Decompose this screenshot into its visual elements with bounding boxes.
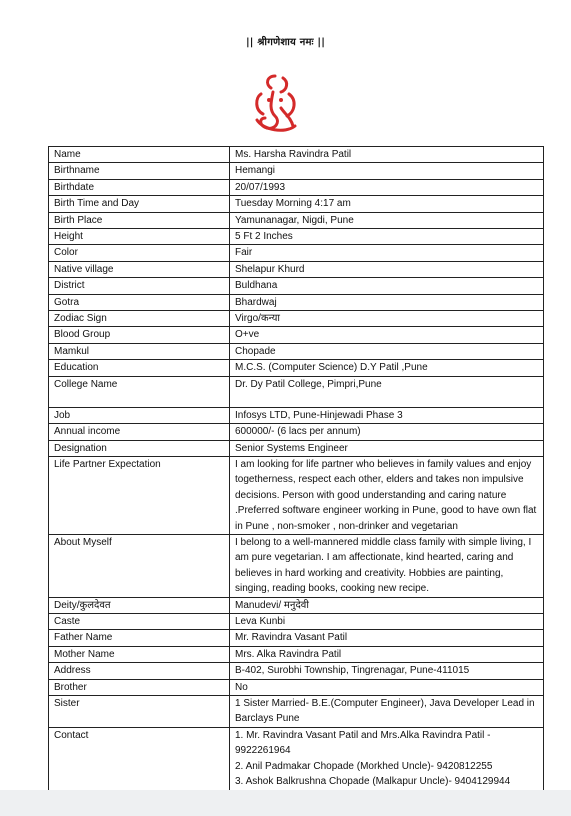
row-label: Native village [49, 261, 230, 277]
table-row [49, 679, 544, 695]
row-value: 5 Ft 2 Inches [230, 229, 544, 245]
table-row [49, 376, 544, 407]
row-value: Hemangi [230, 163, 544, 179]
table-row [49, 456, 544, 534]
row-value: Fair [230, 245, 544, 261]
table-row [49, 343, 544, 359]
row-value: 20/07/1993 [230, 179, 544, 195]
row-value: I belong to a well-mannered middle class family with simple living, I am pure vegetarian. I am affectionate, kind hearted, caring and believes in hard working and creativity. Hobbies are painting, singing, reading books, cooking new recipe. [230, 534, 544, 597]
row-value: Manudevi/ मनुदेवी [230, 597, 544, 613]
row-label: Zodiac Sign [49, 311, 230, 327]
row-label: Contact [49, 727, 230, 805]
row-value: Buldhana [230, 278, 544, 294]
row-value: M.C.S. (Computer Science) D.Y Patil ,Pune [230, 360, 544, 376]
row-label: Name [49, 147, 230, 163]
row-value: Dr. Dy Patil College, Pimpri,Pune [230, 376, 544, 407]
row-label: College Name [49, 376, 230, 407]
row-label: Sister [49, 696, 230, 728]
viewer-background [0, 790, 571, 816]
row-value: Chopade [230, 343, 544, 359]
table-row [49, 613, 544, 629]
row-label: Annual income [49, 424, 230, 440]
table-row [49, 147, 544, 163]
row-label: Height [49, 229, 230, 245]
row-value: Mr. Ravindra Vasant Patil [230, 630, 544, 646]
table-row [49, 311, 544, 327]
header-invocation: || श्रीगणेशाय नमः || [245, 37, 326, 48]
table-row [49, 179, 544, 195]
row-value: No [230, 679, 544, 695]
row-label: Job [49, 407, 230, 423]
row-value: O+ve [230, 327, 544, 343]
table-row [49, 424, 544, 440]
table-row [49, 534, 544, 597]
table-row [49, 294, 544, 310]
row-label: About Myself [49, 534, 230, 597]
row-label: Birthdate [49, 179, 230, 195]
row-label: Education [49, 360, 230, 376]
table-row [49, 261, 544, 277]
table-row [49, 327, 544, 343]
row-label: Color [49, 245, 230, 261]
row-value: 600000/- (6 lacs per annum) [230, 424, 544, 440]
table-row [49, 229, 544, 245]
table-row [49, 696, 544, 728]
ganesha-icon [245, 68, 305, 138]
table-row [49, 278, 544, 294]
row-value: Leva Kunbi [230, 613, 544, 629]
row-value: 1 Sister Married- B.E.(Computer Engineer), Java Developer Lead in Barclays Pune [230, 696, 544, 728]
row-label: District [49, 278, 230, 294]
row-label: Father Name [49, 630, 230, 646]
table-row [49, 646, 544, 662]
biodata-table [48, 146, 544, 806]
row-label: Deity/कुलदेवत [49, 597, 230, 613]
row-label: Birthname [49, 163, 230, 179]
row-label: Caste [49, 613, 230, 629]
row-value: Yamunanagar, Nigdi, Pune [230, 212, 544, 228]
contact-line: 9922261964 [235, 745, 291, 757]
row-value: I am looking for life partner who believes in family values and enjoy togetherness, respect each other, elders and takes non impulsive decisions. Person with good understanding and caring nature .Preferred software engineer working in Pune, good to have own flat in Pune , non-smoker , non-drinker and vegetarian [230, 456, 544, 534]
row-value: Bhardwaj [230, 294, 544, 310]
table-row [49, 163, 544, 179]
row-value: Virgo/कन्या [230, 311, 544, 327]
table-row [49, 245, 544, 261]
table-row [49, 663, 544, 679]
table-row [49, 212, 544, 228]
row-label: Mamkul [49, 343, 230, 359]
table-row [49, 407, 544, 423]
table-row [49, 630, 544, 646]
row-value: Shelapur Khurd [230, 261, 544, 277]
row-value: Senior Systems Engineer [230, 440, 544, 456]
row-label: Gotra [49, 294, 230, 310]
row-label: Mother Name [49, 646, 230, 662]
row-label: Brother [49, 679, 230, 695]
table-row [49, 360, 544, 376]
row-label: Birth Place [49, 212, 230, 228]
row-label: Life Partner Expectation [49, 456, 230, 534]
table-row [49, 440, 544, 456]
row-value: Ms. Harsha Ravindra Patil [230, 147, 544, 163]
row-label: Designation [49, 440, 230, 456]
row-label: Birth Time and Day [49, 196, 230, 212]
row-value: Tuesday Morning 4:17 am [230, 196, 544, 212]
row-label: Blood Group [49, 327, 230, 343]
table-row [49, 196, 544, 212]
table-row [49, 597, 544, 613]
row-value: Infosys LTD, Pune-Hinjewadi Phase 3 [230, 407, 544, 423]
contact-line: 1. Mr. Ravindra Vasant Patil and Mrs.Alka Ravindra Patil - [235, 729, 491, 741]
row-value: Mrs. Alka Ravindra Patil [230, 646, 544, 662]
contact-line: 2. Anil Padmakar Chopade (Morkhed Uncle)- 9420812255 [235, 760, 493, 772]
row-value: B-402, Surobhi Township, Tingrenagar, Pune-411015 [230, 663, 544, 679]
row-label: Address [49, 663, 230, 679]
contact-line: 3. Ashok Balkrushna Chopade (Malkapur Uncle)- 9404129944 [235, 776, 511, 788]
